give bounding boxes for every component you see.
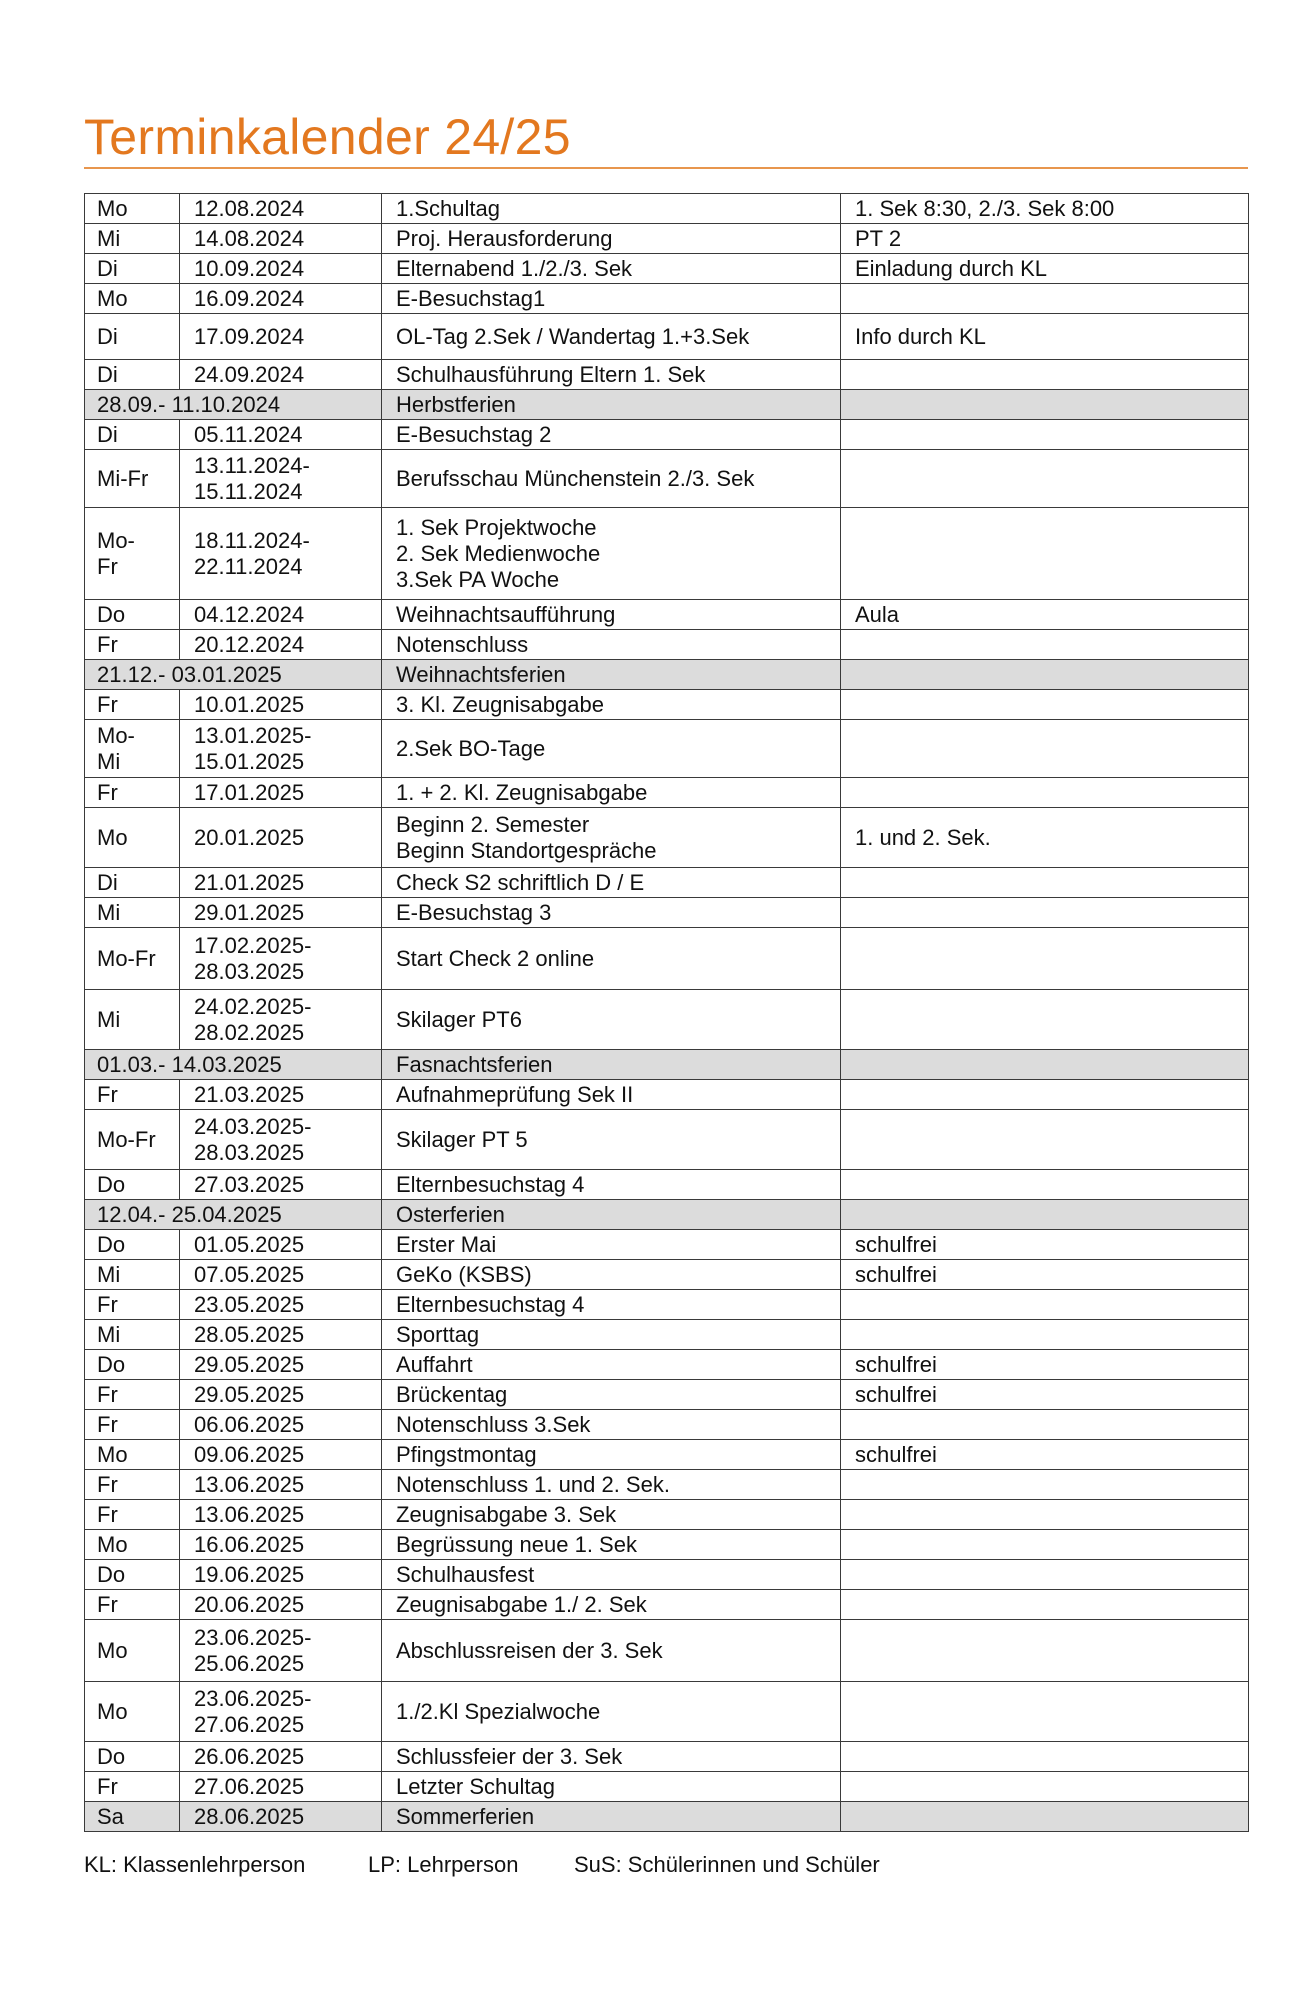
note-cell bbox=[841, 1590, 1249, 1620]
date-cell: 23.06.2025- 27.06.2025 bbox=[180, 1682, 382, 1742]
date-cell: 07.05.2025 bbox=[180, 1260, 382, 1290]
table-row bbox=[85, 868, 1249, 898]
note-cell: PT 2 bbox=[841, 224, 1249, 254]
event-cell: Zeugnisabgabe 1./ 2. Sek bbox=[382, 1590, 841, 1620]
note-cell bbox=[841, 508, 1249, 600]
note-cell: schulfrei bbox=[841, 1380, 1249, 1410]
table-row bbox=[85, 1110, 1249, 1170]
event-cell: 3. Kl. Zeugnisabgabe bbox=[382, 690, 841, 720]
note-cell bbox=[841, 1500, 1249, 1530]
weekday-cell: Fr bbox=[85, 1470, 180, 1500]
table-row bbox=[85, 1470, 1249, 1500]
event-cell: Skilager PT6 bbox=[382, 990, 841, 1050]
table-row bbox=[85, 898, 1249, 928]
weekday-cell: Fr bbox=[85, 1500, 180, 1530]
weekday-cell: Mi bbox=[85, 1320, 180, 1350]
holiday-row bbox=[85, 1050, 1249, 1080]
event-cell: Sommerferien bbox=[382, 1802, 841, 1832]
weekday-cell: Do bbox=[85, 1350, 180, 1380]
table-row bbox=[85, 1380, 1249, 1410]
note-cell bbox=[841, 1470, 1249, 1500]
note-cell bbox=[841, 1560, 1249, 1590]
date-cell: 13.06.2025 bbox=[180, 1500, 382, 1530]
weekday-cell: Di bbox=[85, 868, 180, 898]
table-row bbox=[85, 928, 1249, 990]
weekday-cell: Di bbox=[85, 254, 180, 284]
date-cell: 23.05.2025 bbox=[180, 1290, 382, 1320]
event-cell: Zeugnisabgabe 3. Sek bbox=[382, 1500, 841, 1530]
event-cell: Elternabend 1./2./3. Sek bbox=[382, 254, 841, 284]
event-cell: E-Besuchstag 3 bbox=[382, 898, 841, 928]
date-cell: 13.11.2024- 15.11.2024 bbox=[180, 450, 382, 508]
weekday-cell: Di bbox=[85, 314, 180, 360]
holiday-period-cell: 12.04.- 25.04.2025 bbox=[85, 1200, 382, 1230]
date-cell: 29.01.2025 bbox=[180, 898, 382, 928]
weekday-cell: Mo bbox=[85, 1530, 180, 1560]
date-cell: 24.03.2025- 28.03.2025 bbox=[180, 1110, 382, 1170]
title-divider bbox=[84, 167, 1248, 169]
date-cell: 16.09.2024 bbox=[180, 284, 382, 314]
table-row bbox=[85, 1080, 1249, 1110]
note-cell bbox=[841, 1682, 1249, 1742]
legend-footnote bbox=[84, 1852, 880, 1878]
weekday-cell: Mo-Fr bbox=[85, 1110, 180, 1170]
event-cell: Osterferien bbox=[382, 1200, 841, 1230]
note-cell: Einladung durch KL bbox=[841, 254, 1249, 284]
table-row bbox=[85, 1260, 1249, 1290]
date-cell: 28.06.2025 bbox=[180, 1802, 382, 1832]
holiday-period-cell: 01.03.- 14.03.2025 bbox=[85, 1050, 382, 1080]
note-cell bbox=[841, 1110, 1249, 1170]
event-cell: 1. + 2. Kl. Zeugnisabgabe bbox=[382, 778, 841, 808]
calendar-table bbox=[84, 193, 1249, 1832]
weekday-cell: Di bbox=[85, 420, 180, 450]
table-row bbox=[85, 508, 1249, 600]
note-cell bbox=[841, 630, 1249, 660]
date-cell: 10.01.2025 bbox=[180, 690, 382, 720]
weekday-cell: Mi bbox=[85, 898, 180, 928]
note-cell: 1. Sek 8:30, 2./3. Sek 8:00 bbox=[841, 194, 1249, 224]
date-cell: 06.06.2025 bbox=[180, 1410, 382, 1440]
calendar-body bbox=[85, 194, 1249, 1832]
holiday-row bbox=[85, 1200, 1249, 1230]
note-cell bbox=[841, 390, 1249, 420]
note-cell bbox=[841, 284, 1249, 314]
event-cell: Fasnachtsferien bbox=[382, 1050, 841, 1080]
event-cell: Start Check 2 online bbox=[382, 928, 841, 990]
date-cell: 13.06.2025 bbox=[180, 1470, 382, 1500]
note-cell: schulfrei bbox=[841, 1260, 1249, 1290]
date-cell: 17.02.2025- 28.03.2025 bbox=[180, 928, 382, 990]
event-cell: Herbstferien bbox=[382, 390, 841, 420]
note-cell bbox=[841, 928, 1249, 990]
date-cell: 19.06.2025 bbox=[180, 1560, 382, 1590]
date-cell: 24.02.2025- 28.02.2025 bbox=[180, 990, 382, 1050]
date-cell: 12.08.2024 bbox=[180, 194, 382, 224]
note-cell bbox=[841, 1802, 1249, 1832]
weekday-cell: Mo bbox=[85, 1620, 180, 1682]
event-cell: 1./2.Kl Spezialwoche bbox=[382, 1682, 841, 1742]
event-cell: Schulhausführung Eltern 1. Sek bbox=[382, 360, 841, 390]
table-row bbox=[85, 1560, 1249, 1590]
weekday-cell: Fr bbox=[85, 1410, 180, 1440]
event-cell: Pfingstmontag bbox=[382, 1440, 841, 1470]
event-cell: Abschlussreisen der 3. Sek bbox=[382, 1620, 841, 1682]
event-cell: E-Besuchstag1 bbox=[382, 284, 841, 314]
table-row bbox=[85, 224, 1249, 254]
date-cell: 23.06.2025- 25.06.2025 bbox=[180, 1620, 382, 1682]
note-cell bbox=[841, 1170, 1249, 1200]
date-cell: 27.06.2025 bbox=[180, 1772, 382, 1802]
note-cell bbox=[841, 1050, 1249, 1080]
event-cell: Beginn 2. Semester Beginn Standortgespräche bbox=[382, 808, 841, 868]
date-cell: 01.05.2025 bbox=[180, 1230, 382, 1260]
event-cell: Schlussfeier der 3. Sek bbox=[382, 1742, 841, 1772]
event-cell: Notenschluss 1. und 2. Sek. bbox=[382, 1470, 841, 1500]
date-cell: 16.06.2025 bbox=[180, 1530, 382, 1560]
note-cell: Aula bbox=[841, 600, 1249, 630]
table-row bbox=[85, 1742, 1249, 1772]
legend-lp: LP: Lehrperson bbox=[368, 1852, 519, 1877]
note-cell bbox=[841, 450, 1249, 508]
note-cell bbox=[841, 360, 1249, 390]
event-cell: Skilager PT 5 bbox=[382, 1110, 841, 1170]
weekday-cell: Do bbox=[85, 1170, 180, 1200]
event-cell: 1.Schultag bbox=[382, 194, 841, 224]
note-cell bbox=[841, 1530, 1249, 1560]
weekday-cell: Do bbox=[85, 1560, 180, 1590]
table-row bbox=[85, 1320, 1249, 1350]
legend-kl: KL: Klassenlehrperson bbox=[84, 1852, 306, 1877]
event-cell: Berufsschau Münchenstein 2./3. Sek bbox=[382, 450, 841, 508]
date-cell: 26.06.2025 bbox=[180, 1742, 382, 1772]
weekday-cell: Fr bbox=[85, 630, 180, 660]
table-row bbox=[85, 1170, 1249, 1200]
event-cell: Begrüssung neue 1. Sek bbox=[382, 1530, 841, 1560]
date-cell: 27.03.2025 bbox=[180, 1170, 382, 1200]
legend-sus: SuS: Schülerinnen und Schüler bbox=[574, 1852, 880, 1877]
note-cell bbox=[841, 720, 1249, 778]
weekday-cell: Do bbox=[85, 1742, 180, 1772]
note-cell bbox=[841, 420, 1249, 450]
event-cell: Auffahrt bbox=[382, 1350, 841, 1380]
holiday-row bbox=[85, 390, 1249, 420]
table-row bbox=[85, 600, 1249, 630]
note-cell: schulfrei bbox=[841, 1350, 1249, 1380]
event-cell: Aufnahmeprüfung Sek II bbox=[382, 1080, 841, 1110]
date-cell: 21.01.2025 bbox=[180, 868, 382, 898]
date-cell: 28.05.2025 bbox=[180, 1320, 382, 1350]
note-cell bbox=[841, 660, 1249, 690]
date-cell: 18.11.2024- 22.11.2024 bbox=[180, 508, 382, 600]
note-cell bbox=[841, 1200, 1249, 1230]
date-cell: 04.12.2024 bbox=[180, 600, 382, 630]
table-row bbox=[85, 1350, 1249, 1380]
weekday-cell: Fr bbox=[85, 778, 180, 808]
table-row bbox=[85, 254, 1249, 284]
table-row bbox=[85, 284, 1249, 314]
weekday-cell: Mo- Mi bbox=[85, 720, 180, 778]
weekday-cell: Mo bbox=[85, 808, 180, 868]
event-cell: 2.Sek BO-Tage bbox=[382, 720, 841, 778]
event-cell: Elternbesuchstag 4 bbox=[382, 1290, 841, 1320]
weekday-cell: Sa bbox=[85, 1802, 180, 1832]
holiday-period-cell: 28.09.- 11.10.2024 bbox=[85, 390, 382, 420]
table-row bbox=[85, 778, 1249, 808]
weekday-cell: Mi-Fr bbox=[85, 450, 180, 508]
weekday-cell: Di bbox=[85, 360, 180, 390]
note-cell bbox=[841, 1320, 1249, 1350]
table-row bbox=[85, 450, 1249, 508]
date-cell: 10.09.2024 bbox=[180, 254, 382, 284]
date-cell: 14.08.2024 bbox=[180, 224, 382, 254]
holiday-row bbox=[85, 1802, 1249, 1832]
date-cell: 20.01.2025 bbox=[180, 808, 382, 868]
date-cell: 20.06.2025 bbox=[180, 1590, 382, 1620]
note-cell bbox=[841, 1620, 1249, 1682]
date-cell: 13.01.2025- 15.01.2025 bbox=[180, 720, 382, 778]
table-row bbox=[85, 1682, 1249, 1742]
event-cell: 1. Sek Projektwoche 2. Sek Medienwoche 3.Sek PA Woche bbox=[382, 508, 841, 600]
note-cell bbox=[841, 868, 1249, 898]
date-cell: 05.11.2024 bbox=[180, 420, 382, 450]
table-row bbox=[85, 1440, 1249, 1470]
note-cell bbox=[841, 990, 1249, 1050]
weekday-cell: Fr bbox=[85, 690, 180, 720]
table-row bbox=[85, 194, 1249, 224]
date-cell: 17.09.2024 bbox=[180, 314, 382, 360]
weekday-cell: Mi bbox=[85, 990, 180, 1050]
date-cell: 17.01.2025 bbox=[180, 778, 382, 808]
note-cell bbox=[841, 1410, 1249, 1440]
note-cell bbox=[841, 690, 1249, 720]
event-cell: Erster Mai bbox=[382, 1230, 841, 1260]
table-row bbox=[85, 630, 1249, 660]
date-cell: 09.06.2025 bbox=[180, 1440, 382, 1470]
weekday-cell: Fr bbox=[85, 1772, 180, 1802]
weekday-cell: Mi bbox=[85, 1260, 180, 1290]
note-cell bbox=[841, 1742, 1249, 1772]
event-cell: OL-Tag 2.Sek / Wandertag 1.+3.Sek bbox=[382, 314, 841, 360]
weekday-cell: Mo bbox=[85, 1682, 180, 1742]
date-cell: 24.09.2024 bbox=[180, 360, 382, 390]
weekday-cell: Mo bbox=[85, 284, 180, 314]
table-row bbox=[85, 1500, 1249, 1530]
table-row bbox=[85, 990, 1249, 1050]
weekday-cell: Fr bbox=[85, 1590, 180, 1620]
note-cell bbox=[841, 898, 1249, 928]
date-cell: 21.03.2025 bbox=[180, 1080, 382, 1110]
note-cell bbox=[841, 1290, 1249, 1320]
note-cell: schulfrei bbox=[841, 1230, 1249, 1260]
table-row bbox=[85, 1230, 1249, 1260]
weekday-cell: Mi bbox=[85, 224, 180, 254]
note-cell: Info durch KL bbox=[841, 314, 1249, 360]
weekday-cell: Fr bbox=[85, 1290, 180, 1320]
note-cell bbox=[841, 778, 1249, 808]
table-row bbox=[85, 720, 1249, 778]
date-cell: 29.05.2025 bbox=[180, 1380, 382, 1410]
table-row bbox=[85, 314, 1249, 360]
page-title: Terminkalender 24/25 bbox=[84, 109, 571, 165]
event-cell: Proj. Herausforderung bbox=[382, 224, 841, 254]
table-row bbox=[85, 1290, 1249, 1320]
holiday-row bbox=[85, 660, 1249, 690]
table-row bbox=[85, 420, 1249, 450]
holiday-period-cell: 21.12.- 03.01.2025 bbox=[85, 660, 382, 690]
weekday-cell: Mo bbox=[85, 194, 180, 224]
weekday-cell: Mo- Fr bbox=[85, 508, 180, 600]
weekday-cell: Fr bbox=[85, 1080, 180, 1110]
event-cell: Weihnachtsaufführung bbox=[382, 600, 841, 630]
weekday-cell: Fr bbox=[85, 1380, 180, 1410]
event-cell: E-Besuchstag 2 bbox=[382, 420, 841, 450]
note-cell bbox=[841, 1080, 1249, 1110]
event-cell: Letzter Schultag bbox=[382, 1772, 841, 1802]
event-cell: Notenschluss bbox=[382, 630, 841, 660]
event-cell: Brückentag bbox=[382, 1380, 841, 1410]
note-cell: 1. und 2. Sek. bbox=[841, 808, 1249, 868]
event-cell: Weihnachtsferien bbox=[382, 660, 841, 690]
event-cell: Check S2 schriftlich D / E bbox=[382, 868, 841, 898]
weekday-cell: Mo-Fr bbox=[85, 928, 180, 990]
note-cell: schulfrei bbox=[841, 1440, 1249, 1470]
event-cell: Elternbesuchstag 4 bbox=[382, 1170, 841, 1200]
table-row bbox=[85, 1410, 1249, 1440]
table-row bbox=[85, 1590, 1249, 1620]
event-cell: Sporttag bbox=[382, 1320, 841, 1350]
weekday-cell: Do bbox=[85, 1230, 180, 1260]
event-cell: Notenschluss 3.Sek bbox=[382, 1410, 841, 1440]
date-cell: 29.05.2025 bbox=[180, 1350, 382, 1380]
event-cell: GeKo (KSBS) bbox=[382, 1260, 841, 1290]
table-row bbox=[85, 1620, 1249, 1682]
event-cell: Schulhausfest bbox=[382, 1560, 841, 1590]
table-row bbox=[85, 808, 1249, 868]
table-row bbox=[85, 1772, 1249, 1802]
table-row bbox=[85, 360, 1249, 390]
note-cell bbox=[841, 1772, 1249, 1802]
table-row bbox=[85, 1530, 1249, 1560]
table-row bbox=[85, 690, 1249, 720]
weekday-cell: Mo bbox=[85, 1440, 180, 1470]
date-cell: 20.12.2024 bbox=[180, 630, 382, 660]
weekday-cell: Do bbox=[85, 600, 180, 630]
